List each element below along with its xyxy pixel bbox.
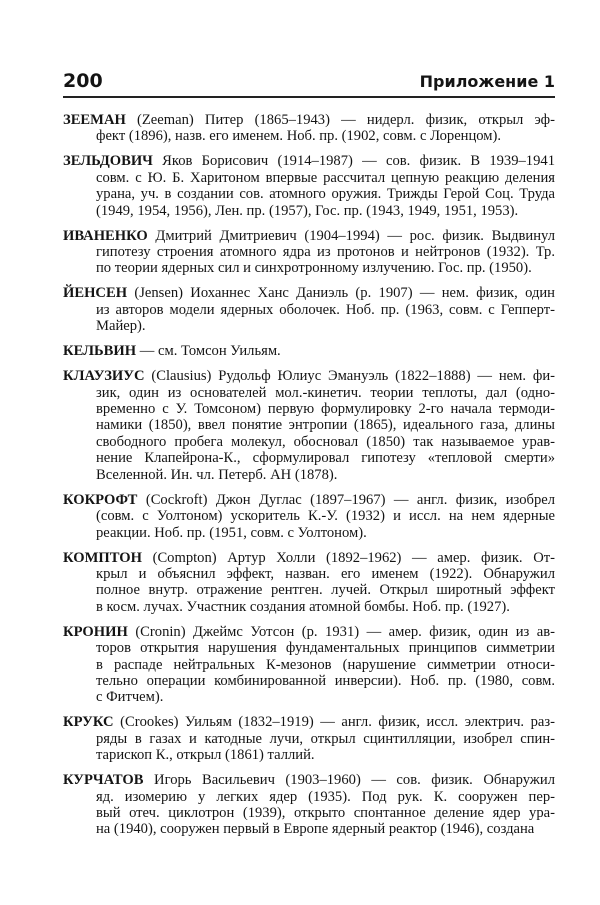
- entry-text: ряды в газах и катодные лучи, открыл сцинтилляции, изобрел спин-: [96, 730, 555, 747]
- entry-line: [63, 624, 555, 640]
- entry-line: [63, 525, 555, 541]
- entry-line: [63, 550, 555, 566]
- entry-line: [63, 640, 555, 656]
- entry-text: (совм. с Уолтоном) ускоритель К.-У. (1932) и иссл. на нем ядерные: [96, 508, 555, 525]
- entry-line: [63, 731, 555, 747]
- entry-line: [63, 228, 555, 244]
- entry-line: [63, 203, 555, 219]
- entry-text: (Jensen) Иоханнес Ханс Даниэль (р. 1907) — нем. физик, один: [134, 285, 555, 302]
- entry-name: КЕЛЬВИН: [63, 343, 137, 360]
- entry-name: КРУКС: [63, 714, 114, 731]
- entry-line: [63, 689, 555, 705]
- page-number: 200: [63, 70, 103, 92]
- entry-line: [63, 153, 555, 169]
- entry-line: [63, 417, 555, 433]
- entry-line: [63, 821, 555, 837]
- entry-text: по теории ядерных сил и синхротронному излучению. Гос. пр. (1950).: [96, 260, 532, 277]
- entry-name: ЙЕНСЕН: [63, 285, 128, 302]
- entry-text: яд. изомерию у легких ядер (1935). Под рук. К. сооружен пер-: [96, 788, 555, 805]
- entry-name: КРОНИН: [63, 623, 128, 640]
- entry-text: гипотезу строения атомного ядра из протонов и нейтронов (1932). Тр.: [96, 244, 555, 261]
- entry-line: [63, 747, 555, 763]
- entry-text: временно с У. Томсоном) первую формулировку 2-го начала термоди-: [96, 401, 555, 418]
- entry-text: свободного пробега молекул, обосновал (1850) так называемое урав-: [96, 433, 555, 450]
- glossary-entry: [63, 368, 555, 483]
- entry-name: КУРЧАТОВ: [63, 772, 144, 789]
- entry-text: (Cronin) Джеймс Уотсон (р. 1931) — амер. физик, один из ав-: [135, 623, 555, 640]
- entry-text: вый отеч. циклотрон (1939), открыто спонтанное деление ядер ура-: [96, 804, 555, 821]
- entry-text: тарископ К., открыл (1861) таллий.: [96, 747, 315, 764]
- entry-line: [63, 599, 555, 615]
- glossary-entry: [63, 550, 555, 616]
- entry-text: нение Клапейрона-К., сформулировал гипотезу «тепловой смерти»: [96, 450, 555, 467]
- entry-line: [63, 285, 555, 301]
- entry-line: [63, 186, 555, 202]
- entry-text: из авторов модели ядерных оболочек. Ноб. пр. (1963, совм. с Гепперт-: [96, 301, 555, 318]
- entry-name: КЛАУЗИУС: [63, 368, 145, 385]
- glossary-entry: [63, 624, 555, 706]
- entry-text: крыл и объяснил эффект, назван. его именем (1922). Обнаружил: [96, 565, 555, 582]
- entry-text: (Compton) Артур Холли (1892–1962) — амер. физик. От-: [152, 549, 555, 566]
- entry-text: реакции. Ноб. пр. (1951, совм. с Уолтоном).: [96, 524, 367, 541]
- entry-line: [63, 657, 555, 673]
- entry-text: в косм. лучах. Участник создания атомной бомбы. Ноб. пр. (1927).: [96, 598, 510, 615]
- entry-text: намики (1850), ввел понятие энтропии (1865), идеального газа, длины: [96, 417, 555, 434]
- entry-line: [63, 302, 555, 318]
- entry-text: Вселенной. Ин. чл. Петерб. АН (1878).: [96, 466, 338, 483]
- entry-text: (1949, 1954, 1956), Лен. пр. (1957), Гос. пр. (1943, 1949, 1951, 1953).: [96, 202, 519, 219]
- entry-text: Яков Борисович (1914–1987) — сов. физик. В 1939–1941: [162, 153, 555, 170]
- entry-line: [63, 714, 555, 730]
- entry-line: [63, 772, 555, 788]
- glossary-entry: [63, 492, 555, 541]
- entry-line: [63, 805, 555, 821]
- entry-line: [63, 467, 555, 483]
- entry-line: [63, 112, 555, 128]
- glossary-entry: [63, 153, 555, 219]
- entry-line: [63, 582, 555, 598]
- entry-text: — см. Томсон Уильям.: [139, 343, 281, 360]
- entry-line: [63, 434, 555, 450]
- entry-name: ЗЕЕМАН: [63, 112, 126, 128]
- entry-text: торов открытия нарушения фундаментальных принципов симметрии: [96, 640, 555, 657]
- entry-name: КОКРОФТ: [63, 491, 138, 508]
- entry-text: фект (1896), назв. его именем. Ноб. пр. (1902, совм. с Лоренцом).: [96, 128, 502, 145]
- entry-text: в распаде нейтральных К-мезонов (нарушение симметрии относи-: [96, 656, 555, 673]
- glossary-entries: [63, 112, 555, 846]
- entry-line: [63, 170, 555, 186]
- running-header: [63, 70, 555, 98]
- entry-line: [63, 368, 555, 384]
- entry-text: (Crookes) Уильям (1832–1919) — англ. физик, иссл. электрич. раз-: [120, 714, 555, 731]
- glossary-entry: [63, 772, 555, 838]
- entry-text: тельно операции комбинированной инверсии). Ноб. пр. (1980, совм.: [96, 672, 555, 689]
- entry-text: на (1940), сооружен первый в Европе ядерный реактор (1946), создана: [96, 821, 535, 838]
- entry-text: (Clausius) Рудольф Юлиус Эмануэль (1822–1888) — нем. фи-: [151, 368, 555, 385]
- entry-text: Майер).: [96, 318, 146, 335]
- entry-line: [63, 385, 555, 401]
- entry-text: совм. с Ю. Б. Харитоном впервые рассчитал цепную реакцию деления: [96, 169, 555, 186]
- entry-name: КОМПТОН: [63, 549, 142, 566]
- entry-text: зик, один из основателей мол.-кинетич. теории теплоты, дал (одно-: [96, 384, 555, 401]
- entry-line: [63, 343, 555, 359]
- entry-name: ИВАНЕНКО: [63, 227, 148, 244]
- entry-text: (Zeeman) Питер (1865–1943) — нидерл. физик, открыл эф-: [137, 112, 555, 128]
- entry-line: [63, 789, 555, 805]
- entry-line: [63, 673, 555, 689]
- entry-text: с Фитчем).: [96, 689, 164, 706]
- entry-text: Дмитрий Дмитриевич (1904–1994) — рос. физик. Выдвинул: [155, 227, 555, 244]
- glossary-entry: [63, 343, 555, 359]
- entry-line: [63, 401, 555, 417]
- glossary-entry: [63, 285, 555, 334]
- entry-text: урана, уч. в создании сов. атомного оружия. Трижды Герой Соц. Труда: [96, 186, 555, 203]
- section-title: Приложение 1: [419, 72, 555, 91]
- entry-line: [63, 450, 555, 466]
- entry-text: (Cockroft) Джон Дуглас (1897–1967) — англ. физик, изобрел: [145, 491, 555, 508]
- entry-line: [63, 508, 555, 524]
- entry-name: ЗЕЛЬДОВИЧ: [63, 153, 153, 170]
- glossary-entry: [63, 112, 555, 145]
- entry-line: [63, 318, 555, 334]
- glossary-entry: [63, 714, 555, 763]
- glossary-entry: [63, 228, 555, 277]
- entry-text: Игорь Васильевич (1903–1960) — сов. физик. Обнаружил: [154, 772, 555, 789]
- entry-line: [63, 244, 555, 260]
- entry-line: [63, 566, 555, 582]
- entry-line: [63, 260, 555, 276]
- entry-text: полное внутр. отражение рентген. лучей. Открыл широтный эффект: [96, 582, 555, 599]
- entry-line: [63, 128, 555, 144]
- entry-line: [63, 492, 555, 508]
